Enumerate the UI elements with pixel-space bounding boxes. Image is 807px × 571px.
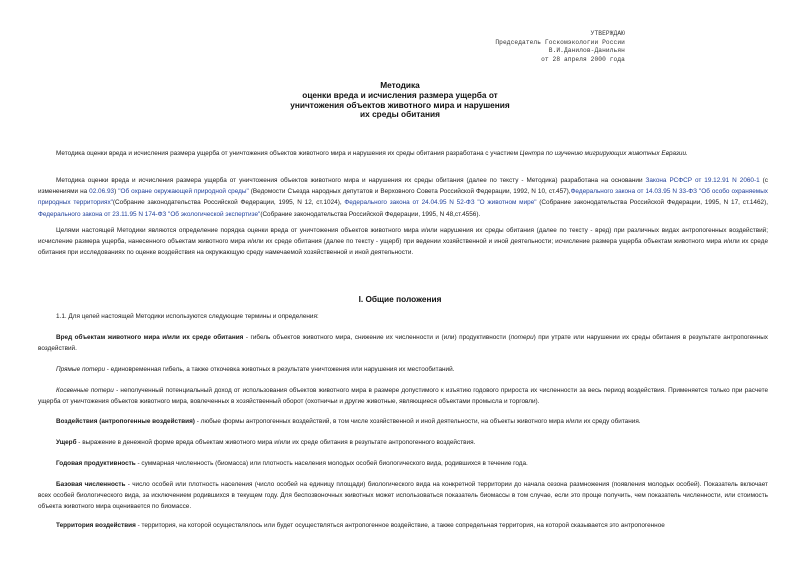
approval-block [460,30,625,64]
law-link-33fz[interactable]: Федерального закона от 14.03.95 N 33-ФЗ "Об особо охраняемых природных территориях" [38,188,768,207]
definition-annual-productivity: Годовая продуктивность - суммарная численность (биомасса) или плотность населения молодых особей биологического вида, родившихся в течение года. [56,460,528,467]
title-line: уничтожения объектов животного мира и нарушения [290,99,510,110]
document-title [200,81,600,120]
section-title: I. Общие положения [358,294,442,304]
center-name: Центра по изучению мигрирующих животных Евразии. [519,150,688,157]
amendment-date-link[interactable]: 02.06.93 [89,188,115,196]
item-1-1: 1.1. Для целей настоящей Методики используются следующие термины и определения: [56,313,319,320]
approval-line: УТВЕРЖДАЮ [590,30,625,37]
term-indirect-losses: Косвенные потери [56,387,114,394]
definition-impact: Воздействия (антропогенные воздействия) - любые формы антропогенных воздействий, в том числе хозяйственной и иной деятельности, на объекты животного мира и/или их среду обитания. [56,418,641,425]
definition-harm: Вред объектам животного мира и/или их среде обитания - гибель объектов животного мира, снижение их численности и (или) продуктивности (потери) при утрате или нарушении их среды обитания в результате антропогенных воздействий. [38,334,768,353]
term-territory: Территория воздействия [56,522,136,529]
title-line: Методика [380,80,420,90]
title-line: оценки вреда и исчисления размера ущерба от [302,89,498,100]
purpose-paragraph: Целями настоящей Методики являются определение порядка оценки вреда от уничтожения объектов животного мира и/или нарушения их среды обитания (далее по тексту - вред) при различных видах антропогенных воздействий; исчисление размера ущерба, нанесенного объектам животного мира и/или их среде обитания (далее по тексту - ущерб) при ведении хозяйственной и иной деятельности; исчисление размера ущерба объектам животного мира и/или их среде обитания при исследованиях по оценке воздействия на окружающую среду намечаемой хозяйственной и иной деятельности. [38,227,768,257]
law-link-52fz[interactable]: Федерального закона от 24.04.95 N 52-ФЗ "О животном мире" [344,199,537,207]
definition-damage: Ущерб - выражение в денежной форме вреда объектам животного мира и/или их среде обитания в результате антропогенного воздействия. [56,439,476,446]
definition-territory: Территория воздействия - территория, на которой осуществлялось или будет осуществляться антропогенное воздействие, а также сопредельная территория, на которой сказывается это антропогенное [56,522,665,529]
approval-line: от 28 апреля 2000 года [541,55,625,63]
law-link-2060[interactable]: Закона РСФСР от 19.12.91 N 2060-1 [645,177,760,184]
term-annual-productivity: Годовая продуктивность [56,460,136,467]
term-damage: Ущерб [56,439,77,446]
basis-paragraph: Методика оценки вреда и исчисления размера ущерба от уничтожения объектов животного мира и нарушения их среды обитания (далее по тексту - Методика) разработана на основании Закона РСФСР от 19.12.91 N 2060-1 (с изменениями на 02.06.93) "Об охране окружающей природной среды" (Ведомости Съезда народных депутатов и Верховного Совета Российской Федерации, 1992, N 10, ст.457),Федерального закона от 14.03.95 N 33-ФЗ "Об особо охраняемых природных территориях"(Собрание законодательства Российской Федерации, 1995, N 12, ст.1024), Федерального закона от 24.04.95 N 52-ФЗ "О животном мире" (Собрание законодательства Российской Федерации, 1995, N 17, ст.1462), Федерального закона от 23.11.95 N 174-ФЗ "Об экологической экспертизе"(Собрание законодательства Российской Федерации, 1995, N 48,ст.4556). [38,177,768,218]
term-base-number: Базовая численность [56,481,126,488]
law-link-174fz[interactable]: Федерального закона от 23.11.95 N 174-ФЗ "Об экологической экспертизе" [38,210,261,218]
term-impact: Воздействия (антропогенные воздействия) [56,418,195,425]
definition-direct-losses: Прямые потери - единовременная гибель, а также откочевка животных в результате уничтожения или нарушения их местообитаний. [56,366,455,373]
approval-line: Председатель Госкомэкологии России [495,38,625,46]
definition-indirect-losses: Косвенные потери - неполученный потенциальный доход от использования объектов животного мира в размере допустимого к изъятию годового прироста их численности за весь период воздействия. Применяется только при расчете ущерба от уничтожения объектов животного мира, вовлеченных в хозяйственный оборот (охотничьи и другие животные, являющиеся объектами промысла и торговли). [38,387,768,406]
definition-base-number: Базовая численность - число особей или плотность населения (число особей на единицу площади) биологического вида на конкретной территории до начала сезона размножения (появления молодых особей). Показатель включает всех особей биологического вида, за исключением родившихся в текущем году. Для беспозвоночных животных может использоваться показатель биомассы в том случае, если это проще получить, чем показатель численности, или стоимость объекта животного мира оценивается по биомассе. [38,481,768,511]
term-harm: Вред объектам животного мира и/или их среде обитания [56,334,244,341]
term-direct-losses: Прямые потери [56,366,105,373]
intro-paragraph: Методика оценки вреда и исчисления размера ущерба от уничтожения объектов животного мира и нарушения их среды обитания разработана с участием Центра по изучению мигрирующих животных Евразии. [56,150,688,157]
approval-line: В.И.Данилов-Данильян [548,47,625,54]
title-line: их среды обитания [360,109,440,120]
law-link-environment[interactable]: "Об охране окружающей природной среды" [118,188,249,196]
